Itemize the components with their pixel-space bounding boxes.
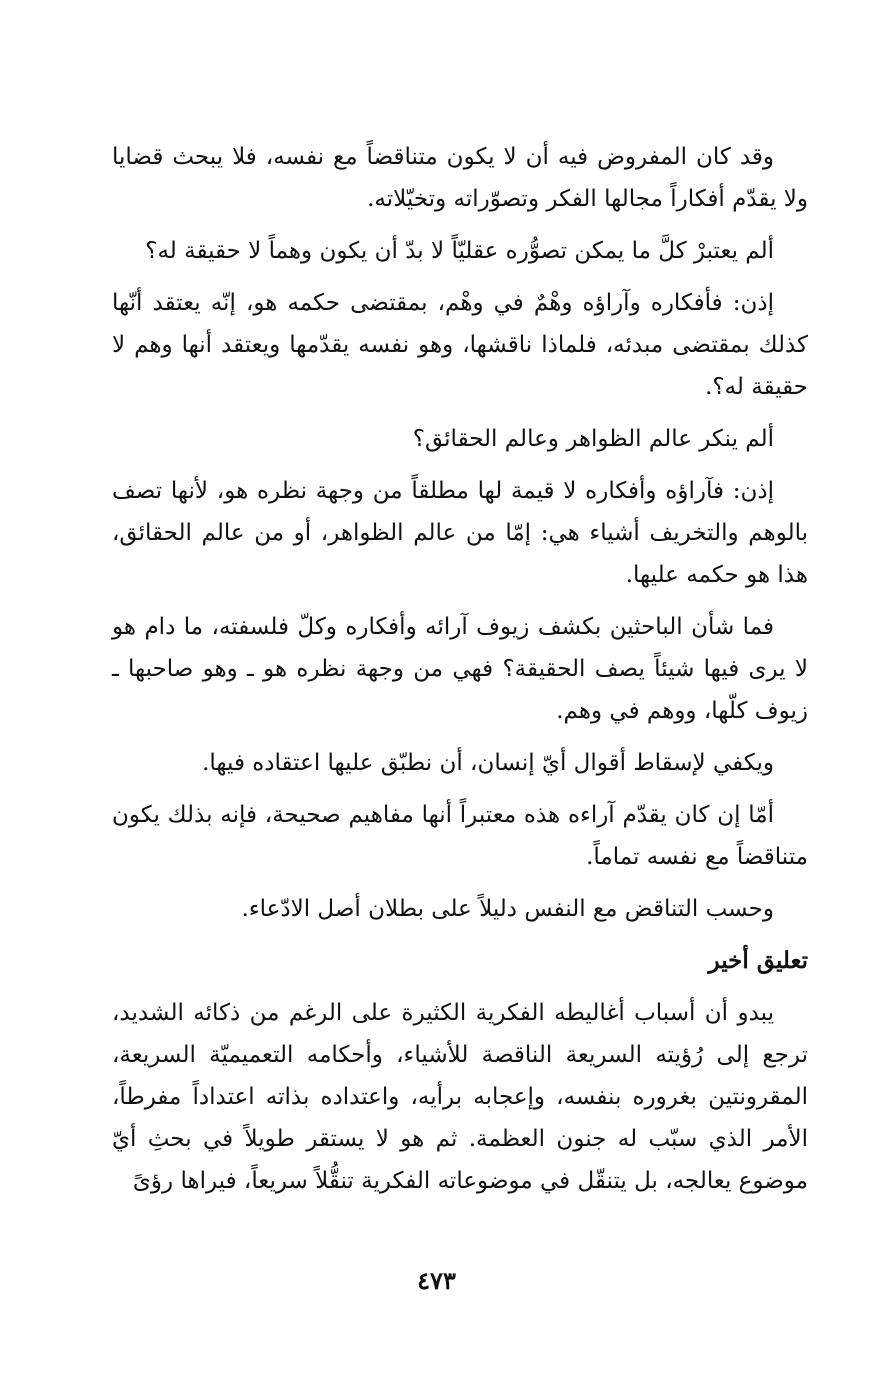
paragraph: ويكفي لإسقاط أقوال أيّ إنسان، أن نطبّق عليها اعتقاده فيها. xyxy=(202,750,774,776)
paragraph: أمّا إن كان يقدّم آراءه هذه معتبراً أنها مفاهيم صحيحة، فإنه بذلك يكون متناقضاً مع نفسه تماماً. xyxy=(112,802,808,870)
paragraph: إذن: فآراؤه وأفكاره لا قيمة لها مطلقاً من وجهة نظره هو، لأنها تصف بالوهم والتخريف أشياء هي: إمّا من عالم الظواهر، أو من عالم الحقائق، هذا هو حكمه عليها. xyxy=(112,478,808,588)
paragraph: وحسب التناقض مع النفس دليلاً على بطلان أصل الادّعاء. xyxy=(241,896,774,922)
body-text xyxy=(112,136,808,1212)
section-heading: تعليق أخير xyxy=(708,947,808,974)
paragraph: فما شأن الباحثين بكشف زيوف آرائه وأفكاره وكلّ فلسفته، ما دام هو لا يرى فيها شيئاً يصف الحقيقة؟ فهي من وجهة نظره هو ـ وهو صاحبها ـ زيوف كلّها، ووهم في وهم. xyxy=(112,614,808,724)
paragraph: يبدو أن أسباب أغاليطه الفكرية الكثيرة على الرغم من ذكائه الشديد، ترجع إلى رُؤيته السريعة الناقصة للأشياء، وأحكامه التعميميّة السريعة، المقرونتين بغروره بنفسه، وإعجابه برأيه، واعتداده بذاته اعتداداً مفرطاً، الأمر الذي سبّب له جنون العظمة. ثم هو لا يستقر طويلاً في بحثِ أيّ موضوع يعالجه، بل يتنقّل في موضوعاته الفكرية تنقُّلاً سريعاً، فيراها رؤىً xyxy=(112,1000,808,1194)
page-number: ٤٧٣ xyxy=(417,1266,456,1295)
paragraph: إذن: فأفكاره وآراؤه وهْمٌ في وهْم، بمقتضى حكمه هو، إنّه يعتقد أنّها كذلك بمقتضى مبدئه، فلماذا ناقشها، وهو نفسه يقدّمها ويعتقد أنها وهم لا حقيقة له؟. xyxy=(112,290,808,400)
paragraph: وقد كان المفروض فيه أن لا يكون متناقضاً مع نفسه، فلا يبحث قضايا ولا يقدّم أفكاراً مجالها الفكر وتصوّراته وتخيّلاته. xyxy=(112,144,808,212)
paragraph: ألم يعتبرْ كلَّ ما يمكن تصوُّره عقليّاً لا بدّ أن يكون وهماً لا حقيقة له؟ xyxy=(145,238,774,264)
paragraph: ألم ينكر عالم الظواهر وعالم الحقائق؟ xyxy=(412,426,774,452)
